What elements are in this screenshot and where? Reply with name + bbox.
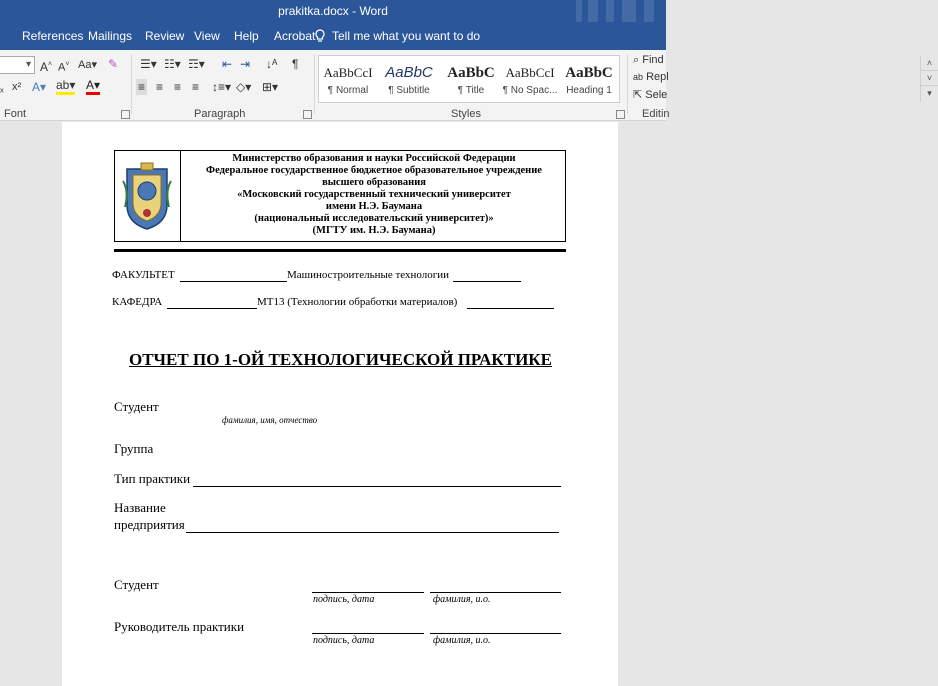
font-dialog-launcher-icon[interactable] [121, 110, 130, 119]
report-title: ОТЧЕТ ПО 1-ОЙ ТЕХНОЛОГИЧЕСКОЙ ПРАКТИКЕ [129, 350, 552, 369]
menu-tab-references[interactable]: References [22, 29, 84, 43]
subscript-icon[interactable]: ₓ [0, 83, 4, 95]
sign-hint: подпись, дата [313, 594, 375, 605]
group-label-editing: Editin [642, 108, 670, 120]
numbering-icon[interactable]: ☷▾ [164, 57, 181, 71]
cursor-icon: ⇱ [633, 89, 643, 101]
header-text [181, 151, 567, 237]
group-label: Группа [114, 441, 154, 456]
sort-icon[interactable]: ↓ᴬ [266, 57, 278, 71]
font-size-box[interactable] [0, 56, 35, 74]
menu-bar [0, 22, 666, 50]
scroll-up-icon[interactable]: ˄ [921, 56, 938, 71]
more-styles-icon[interactable]: ▾ [927, 88, 932, 98]
align-right-icon[interactable]: ≡ [174, 80, 182, 94]
department-value: МТ13 (Технологии обработки материалов) [257, 296, 458, 308]
line-spacing-icon[interactable]: ↕≡▾ [212, 80, 232, 94]
shading-icon[interactable]: ◇▾ [236, 80, 252, 94]
document-area [0, 122, 666, 686]
fio-hint: фамилия, имя, отчество [222, 415, 318, 425]
align-left-icon[interactable]: ≡ [138, 80, 146, 94]
menu-tab-help[interactable]: Help [234, 29, 259, 43]
increase-indent-icon[interactable]: ⇥ [240, 57, 251, 71]
multilevel-list-icon[interactable]: ☶▾ [188, 57, 205, 71]
styles-dialog-launcher-icon[interactable] [616, 110, 625, 119]
scroll-down-icon[interactable]: ˅ [921, 71, 938, 86]
header-line: высшего образования [322, 177, 426, 188]
document-page[interactable] [62, 122, 618, 686]
align-center-icon[interactable]: ≡ [156, 80, 164, 94]
header-line: (национальный исследовательский университет)» [254, 213, 494, 224]
menu-tab-review[interactable]: Review [145, 29, 185, 43]
highlight-icon[interactable]: ab▾ [56, 79, 75, 95]
title-bar-decoration [566, 0, 666, 22]
tell-me-box[interactable] [314, 22, 480, 50]
style-heading-1[interactable]: AaBbC Heading 1 [565, 65, 613, 96]
enterprise-label-2: предприятия [114, 517, 185, 532]
enterprise-label-1: Название [114, 500, 166, 515]
header-line: Министерство образования и науки Российской Федерации [232, 153, 516, 164]
style-title[interactable]: AaBbC ¶ Title [447, 65, 495, 96]
name-hint: фамилия, и.о. [433, 594, 491, 605]
find-button[interactable]: ⌕ Find [633, 54, 664, 66]
sign-student-label: Студент [114, 577, 159, 592]
grow-font-icon[interactable]: A˄ [40, 60, 53, 74]
faculty-label: ФАКУЛЬТЕТ [112, 269, 175, 281]
tell-me-text: Tell me what you want to do [332, 29, 481, 43]
ribbon [0, 50, 933, 121]
justify-icon[interactable]: ≡ [192, 80, 200, 94]
select-button[interactable]: ⇱ Sele [633, 89, 668, 101]
chevron-down-icon[interactable]: ▾ [25, 59, 31, 70]
name-hint: фамилия, и.о. [433, 635, 491, 646]
window-title: prakitka.docx - Word [278, 4, 388, 18]
student-label: Студент [114, 399, 159, 414]
style-normal[interactable]: AaBbCcI ¶ Normal [323, 65, 373, 96]
faculty-value: Машиностроительные технологии [287, 269, 450, 281]
department-label: КАФЕДРА [112, 296, 163, 308]
header-rule [114, 249, 566, 252]
header-line: (МГТУ им. Н.Э. Баумана) [312, 225, 436, 236]
title-bar [0, 0, 666, 22]
header-line: имени Н.Э. Баумана [325, 201, 423, 212]
bullets-icon[interactable]: ☰▾ [140, 57, 157, 71]
shrink-font-icon[interactable]: A˅ [58, 61, 70, 74]
style-no-spacing[interactable]: AaBbCcI ¶ No Spac... [502, 65, 558, 96]
paragraph-dialog-launcher-icon[interactable] [303, 110, 312, 119]
text-effects-icon[interactable]: A▾ [32, 80, 47, 94]
replace-icon: ab [633, 72, 644, 82]
supervisor-label: Руководитель практики [114, 619, 245, 634]
header-line: Федеральное государственное бюджетное образовательное учреждение [206, 165, 542, 176]
change-case-icon[interactable]: Aa▾ [78, 59, 97, 71]
group-label-styles: Styles [451, 108, 481, 120]
header-table [114, 150, 566, 242]
clear-formatting-icon[interactable]: ✎ [108, 57, 119, 71]
header-line: «Московский государственный технический университет [237, 189, 511, 200]
menu-tab-acrobat[interactable]: Acrobat [274, 29, 316, 43]
font-color-icon[interactable]: A▾ [86, 79, 100, 95]
practice-type-label: Тип практики [114, 471, 191, 486]
search-icon: ⌕ [633, 54, 640, 66]
group-label-font: Font [4, 108, 27, 120]
superscript-icon[interactable]: x² [12, 81, 22, 93]
style-subtitle[interactable]: AaBbC ¶ Subtitle [385, 64, 433, 96]
decrease-indent-icon[interactable]: ⇤ [222, 57, 233, 71]
menu-tab-view[interactable]: View [194, 29, 220, 43]
lightbulb-icon [314, 29, 326, 43]
borders-icon[interactable]: ⊞▾ [262, 80, 279, 94]
menu-tab-mailings[interactable]: Mailings [88, 29, 133, 43]
show-marks-icon[interactable]: ¶ [292, 57, 299, 71]
replace-button[interactable]: ab Repl [633, 71, 669, 83]
university-emblem-icon [121, 161, 173, 231]
styles-scroll [920, 56, 938, 102]
sign-hint: подпись, дата [313, 635, 375, 646]
group-label-paragraph: Paragraph [194, 108, 246, 120]
